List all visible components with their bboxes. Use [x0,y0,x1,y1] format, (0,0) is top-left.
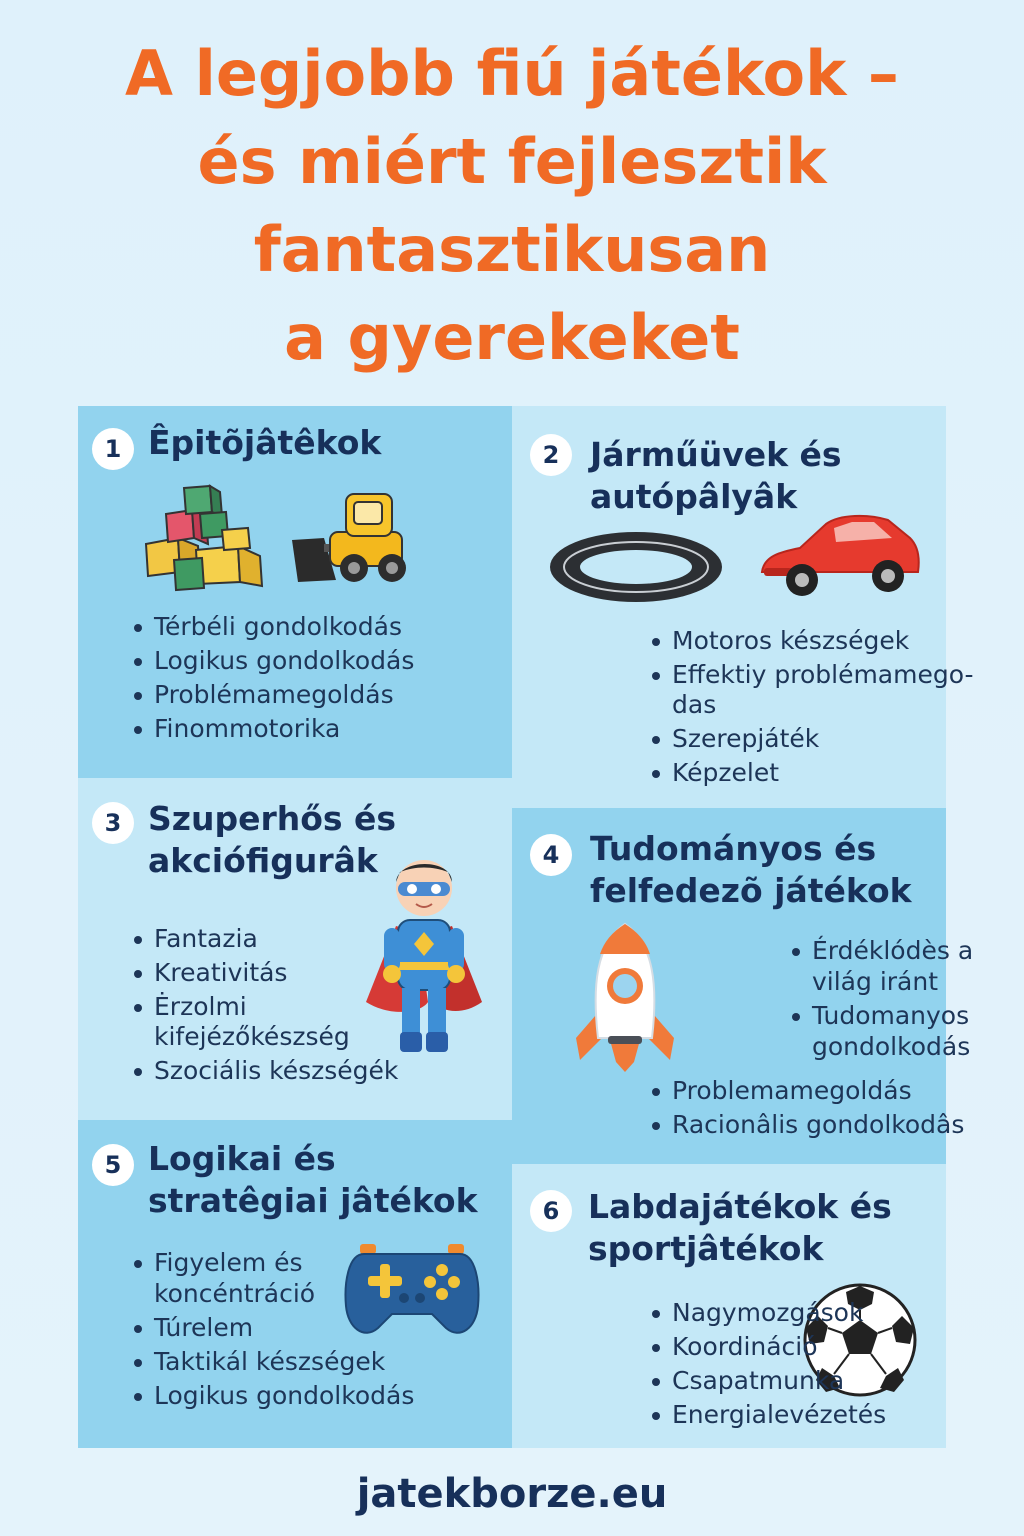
benefit-list [132,922,398,1088]
title-line: A legjobb fiú játékok – [125,37,899,110]
panel-title-line: akciófigurâk [148,841,378,880]
toy-bulldozer-icon [290,488,412,586]
list-item: Taktikál készségek [132,1345,414,1379]
footer-website[interactable]: jatekborze.eu [356,1471,668,1517]
panel-number: 5 [92,1144,134,1186]
list-item: Problemamegoldás [650,1074,964,1108]
list-item: Motoros készségek [650,624,974,658]
panel-title [590,828,912,912]
list-item: Érdéklódès a világ iránt [790,934,973,999]
panel-title-line: autópâlyâk [590,477,798,516]
benefit-list [650,1296,886,1432]
list-item: Figyelem és koncéntráció [132,1246,414,1311]
panel-title [148,1138,478,1222]
list-item: Csapatmunka [650,1364,886,1398]
panel-science-toys [512,808,974,1164]
list-item: Kreativitás [132,956,398,990]
list-item: Ėrzolmi kifejézőkészség [132,990,398,1054]
benefit-list [132,1246,414,1413]
panel-logic-games [78,1120,512,1448]
benefit-list [132,610,414,746]
list-item: Effektiy problémamego- das [650,658,974,722]
race-track-icon [548,530,724,604]
list-item: Logikus gondolkodás [132,644,414,678]
title-line: fantasztikusan [253,213,771,286]
panel-number: 1 [92,428,134,470]
list-item: Finommotorika [132,712,414,746]
benefit-list [650,624,974,790]
panel-title-line: Tudományos és [590,829,877,868]
title-line: a gyerekeket [284,301,740,374]
benefit-list-side [790,934,973,1064]
list-item: Energialevézetés [650,1398,886,1432]
list-item: Koordináció [650,1330,886,1364]
list-item: Logikus gondolkodás [132,1379,414,1413]
panel-title [148,422,381,464]
panel-number: 2 [530,434,572,476]
title-line: és miért fejlesztik [197,125,827,198]
panel-title [148,798,396,882]
panel-number: 4 [530,834,572,876]
panel-number: 6 [530,1190,572,1232]
panel-title [588,1186,892,1270]
panel-title-line: Labdajátékok és [588,1187,892,1226]
panel-title-line: sportjâtékok [588,1229,824,1268]
panel-number: 3 [92,802,134,844]
red-sports-car-icon [756,510,922,606]
list-item: Fantazia [132,922,398,956]
panel-title-line: Szuperhős és [148,799,397,838]
list-item: Képzelet [650,756,974,790]
panel-title-line: Êpitõjâtêkok [148,423,382,462]
list-item: Térbéli gondolkodás [132,610,414,644]
list-item: Szociális készségék [132,1054,398,1088]
categories-grid [78,406,974,1448]
panel-title-line: stratêgiai jâtékok [148,1181,478,1220]
panel-superheroes [78,778,512,1120]
page-title [0,30,1024,382]
panel-title-line: Logikai és [148,1139,336,1178]
panel-vehicles [512,406,974,808]
benefit-list [650,1074,964,1142]
list-item: Racionâlis gondolkodâs [650,1108,964,1142]
building-blocks-icon [140,486,268,590]
rocket-icon [572,922,678,1072]
panel-title [590,434,842,518]
panel-title-line: felfedezõ játékok [590,871,912,910]
panel-building-toys [78,406,512,778]
list-item: Problémamegoldás [132,678,414,712]
panel-title-line: Járműüvek és [590,435,842,474]
list-item: Tudomanyos gondolkodás [790,999,973,1064]
list-item: Túrelem [132,1311,414,1345]
list-item: Szerepjáték [650,722,974,756]
list-item: Nagymozgások [650,1296,886,1330]
panel-ball-sports [512,1164,946,1448]
